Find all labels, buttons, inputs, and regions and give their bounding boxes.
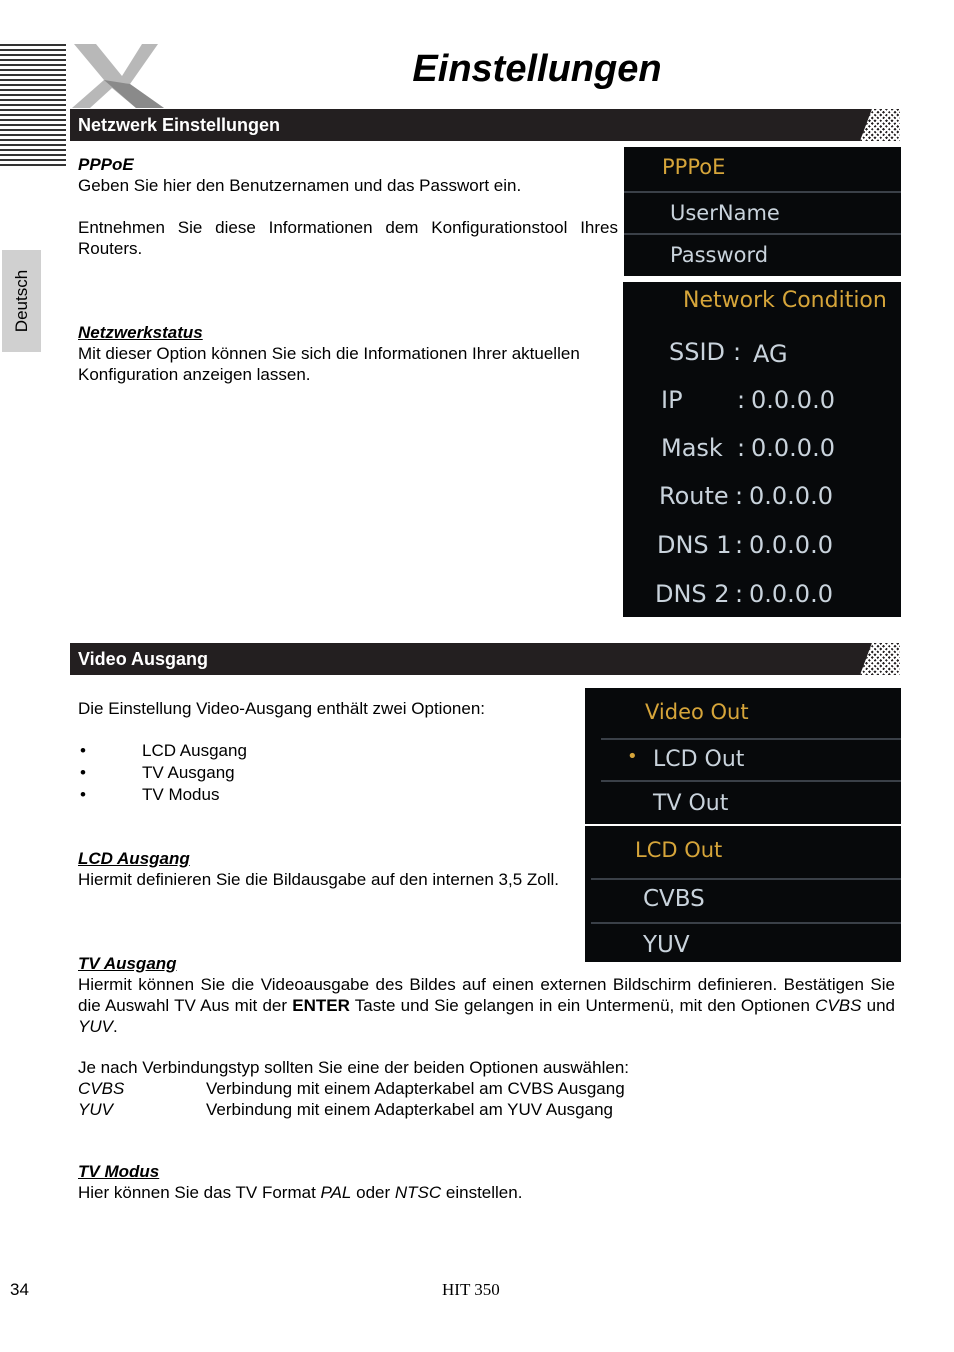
section-bar-video [70, 643, 900, 675]
selected-marker-icon: • [627, 746, 638, 767]
footer-model-name: HIT 350 [442, 1280, 500, 1299]
osd-yuv-item: YUV [643, 932, 690, 958]
def-desc-cvbs: Verbindung mit einem Adapterkabel am CVBS Ausgang [206, 1079, 625, 1098]
osd-row-ssid-label: SSID [669, 338, 726, 366]
section-bar-network [70, 109, 900, 141]
osd-network-condition-screenshot: Network Condition SSID : AG IP : 0.0.0.0 Mask : 0.0.0.0 Route : 0.0.0.0 DNS 1 : 0.0.0.0 DNS 2 : 0.0.0.0 [623, 282, 901, 617]
osd-pppoe-title: PPPoE [662, 155, 726, 179]
pppoe-text-1: Geben Sie hier den Benutzernamen und das Passwort ein. [78, 176, 522, 195]
osd-password-item: Password [670, 243, 769, 267]
osd-row-ssid-value: AG [753, 340, 788, 368]
tv-mode-text: Hier können Sie das TV Format PAL oder NTSC einstellen. [78, 1183, 523, 1202]
lcd-title: LCD Ausgang [78, 849, 190, 868]
osd-video-out-title: Video Out [645, 700, 749, 724]
osd-cvbs-item: CVBS [643, 886, 705, 912]
pppoe-title: PPPoE [78, 155, 134, 174]
section-bar-pattern [860, 643, 900, 675]
osd-row-mask-value: 0.0.0.0 [751, 434, 835, 462]
osd-lcd-out-screenshot [585, 826, 901, 962]
section-heading-video: Video Ausgang [78, 649, 209, 669]
tv-mode-title: TV Modus [78, 1162, 160, 1181]
def-term-yuv: YUV [78, 1100, 113, 1119]
osd-tv-out-item: TV Out [653, 791, 729, 816]
osd-row-mask-label: Mask [661, 434, 723, 462]
osd-username-item: UserName [670, 201, 780, 225]
network-status-text: Mit dieser Option können Sie sich die Informationen Ihrer aktuellen Konfiguration anzeigen lassen. [78, 344, 580, 384]
osd-row-route-value: 0.0.0.0 [749, 482, 833, 510]
osd-row-ip-value: 0.0.0.0 [751, 386, 835, 414]
page-title: Einstellungen [412, 48, 662, 90]
section-bar-pattern [860, 109, 900, 141]
osd-video-out-screenshot [585, 688, 901, 824]
network-status-title: Netzwerkstatus [78, 323, 203, 342]
tv-output-title: TV Ausgang [78, 954, 177, 973]
video-intro: Die Einstellung Video-Ausgang enthält zwei Optionen: [78, 699, 486, 718]
osd-pppoe-screenshot [624, 147, 901, 276]
language-tab-label: Deutsch [11, 269, 31, 333]
pppoe-text-2: Entnehmen Sie diese Informationen dem Konfigurationstool Ihres Routers. [78, 218, 618, 258]
osd-row-ip-label: IP [661, 386, 683, 414]
tv-connection-text: Je nach Verbindungstyp sollten Sie eine der beiden Optionen auswählen: [78, 1058, 629, 1077]
def-term-cvbs: CVBS [78, 1079, 125, 1098]
def-desc-yuv: Verbindung mit einem Adapterkabel am YUV Ausgang [206, 1100, 614, 1119]
osd-row-route-label: Route [659, 482, 729, 510]
osd-network-condition-title: Network Condition [683, 288, 887, 313]
lcd-text: Hiermit definieren Sie die Bildausgabe auf den internen 3,5 Zoll. [78, 870, 560, 889]
osd-row-dns1-label: DNS 1 [657, 531, 732, 559]
language-tab [2, 250, 41, 352]
osd-row-dns1-value: 0.0.0.0 [749, 531, 833, 559]
tv-output-text: Hiermit können Sie die Videoausgabe des Bildes auf einen externen Bildschirm definieren. Bestätigen Sie die Auswahl TV Aus mit der ENTER Taste und Sie gelangen in ein Untermenü, mit den Optionen CVBS und YUV. [78, 975, 895, 1036]
section-heading-network: Netzwerk Einstellungen [78, 115, 281, 135]
osd-lcd-out-title: LCD Out [635, 838, 723, 862]
osd-row-dns2-label: DNS 2 [655, 580, 730, 608]
osd-row-dns2-value: 0.0.0.0 [749, 580, 833, 608]
page-number: 34 [10, 1280, 29, 1299]
osd-lcd-out-item: LCD Out [653, 747, 745, 772]
